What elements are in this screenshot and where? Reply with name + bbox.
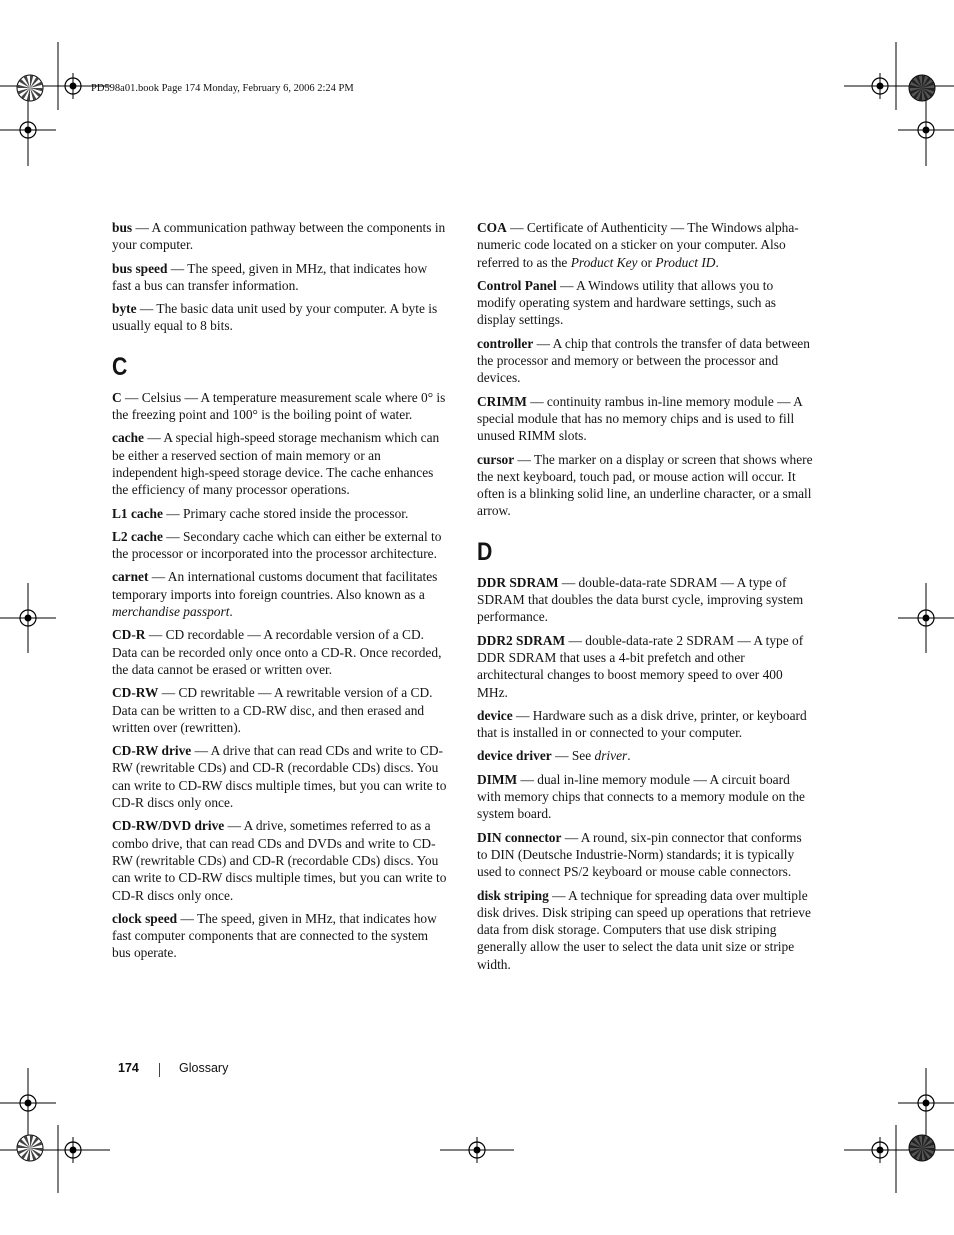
registration-mark: [913, 1090, 939, 1116]
glossary-term: CD-R: [112, 627, 146, 643]
glossary-definition: — A communication pathway between the components in your computer.: [112, 220, 446, 253]
glossary-definition: — Hardware such as a disk drive, printer, or keyboard that is installed in or connected to your computer.: [477, 707, 807, 741]
glossary-definition: — A special high-speed storage mechanism which can be either a reserved section of main memory or an independent high-speed storage device. The cache enhances the efficiency of many processor operations.: [112, 430, 440, 498]
registration-mark: [913, 117, 939, 143]
registration-mark: [867, 73, 893, 99]
glossary-definition: — The speed, given in MHz, that indicates how fast computer components that are connected to the system bus operate.: [112, 910, 437, 961]
glossary-term: CRIMM: [477, 393, 527, 409]
glossary-definition: — The speed, given in MHz, that indicates how fast a bus can transfer information.: [112, 260, 428, 293]
glossary-term: bus speed: [112, 260, 168, 276]
section-heading-c: C: [112, 352, 128, 381]
glossary-definition: — Primary cache stored inside the processor.: [162, 505, 409, 521]
glossary-definition: — double-data-rate 2 SDRAM — A type of DDR SDRAM that uses a 4-bit prefetch and other architectural changes to boost memory speed to over 400 MHz.: [477, 632, 804, 700]
glossary-term: DDR SDRAM: [477, 574, 559, 590]
glossary-term: device driver: [477, 748, 552, 764]
glossary-term: L2 cache: [112, 528, 163, 544]
glossary-term: carnet: [112, 569, 149, 585]
glossary-definition: .: [715, 254, 719, 270]
glossary-definition: — double-data-rate SDRAM — A type of SDRAM that doubles the data burst cycle, improving system performance.: [477, 574, 804, 625]
glossary-term: cursor: [477, 451, 515, 467]
glossary-term: disk striping: [477, 887, 549, 903]
starburst-mark: [17, 75, 43, 101]
glossary-term: COA: [477, 220, 507, 235]
registration-mark: [464, 1137, 490, 1163]
print-header: PD598a01.book Page 174 Monday, February 6, 2006 2:24 PM: [91, 83, 354, 94]
glossary-emphasis: merchandise passport: [112, 604, 230, 620]
glossary-term: CD-RW drive: [112, 743, 192, 759]
section-heading-d: D: [477, 537, 493, 566]
glossary-definition: — Celsius — A temperature measurement scale where 0° is the freezing point and 100° is the boiling point of water.: [112, 389, 446, 423]
glossary-term: controller: [477, 335, 534, 351]
glossary-definition: — The basic data unit used by your computer. A byte is usually equal to 8 bits.: [112, 301, 438, 334]
registration-mark: [867, 1137, 893, 1163]
glossary-term: Control Panel: [477, 277, 557, 293]
footer-section-name: Glossary: [179, 1061, 229, 1075]
glossary-definition: — A round, six-pin connector that conforms to DIN (Deutsche Industrie-Norm) standards; it is typically used to connect PS/2 keyboard or mouse cable connectors.: [477, 829, 802, 880]
glossary-term: cache: [112, 430, 144, 446]
registration-mark: [15, 605, 41, 631]
glossary-term: byte: [112, 301, 137, 317]
glossary-definition: — A technique for spreading data over multiple disk drives. Disk striping can speed up operations that retrieve data from disk storage. Computers that use disk striping generally allow the user to select the data unit size or stripe width.: [477, 887, 811, 972]
glossary-emphasis: Product ID: [655, 254, 716, 270]
glossary-definition: — dual in-line memory module — A circuit board with memory chips that connects to a memory module on the system board.: [477, 771, 805, 822]
glossary-definition: .: [229, 604, 233, 620]
registration-mark: [60, 1137, 86, 1163]
glossary-definition: — Certificate of Authenticity — The Windows alpha-numeric code located on a sticker on your computer. Also referred to as the: [477, 220, 799, 270]
glossary-term: CD-RW: [112, 685, 159, 701]
glossary-definition: — A Windows utility that allows you to modify operating system and hardware settings, such as display settings.: [477, 277, 776, 328]
registration-mark: [15, 117, 41, 143]
glossary-definition: — An international customs document that facilitates temporary imports into foreign countries. Also known as a: [112, 569, 438, 602]
glossary-definition: — See: [551, 748, 595, 764]
glossary-definition: — A drive, sometimes referred to as a combo drive, that can read CDs and DVDs and write to CD-RW (rewritable CDs) and CD-R (recordable CDs) discs. You can write to CD-RW discs multiple times, but you can write to CD-R discs only once.: [112, 818, 447, 903]
glossary-definition: — CD rewritable — A rewritable version of a CD. Data can be written to a CD-RW disc, and then erased and written over (rewritten).: [112, 685, 433, 735]
glossary-term: DIMM: [477, 771, 518, 787]
starburst-mark: [909, 1135, 935, 1161]
page-number: 174: [118, 1061, 139, 1075]
glossary-definition: — continuity rambus in-line memory module — A special module that has no memory chips and is used to fill unused RIMM slots.: [477, 393, 803, 444]
glossary-term: bus: [112, 220, 133, 235]
registration-mark: [15, 1090, 41, 1116]
glossary-emphasis: driver: [594, 748, 628, 764]
glossary-definition: or: [637, 254, 656, 270]
glossary-term: DIN connector: [477, 829, 562, 845]
glossary-term: clock speed: [112, 910, 178, 926]
glossary-term: CD-RW/DVD drive: [112, 818, 225, 834]
glossary-term: DDR2 SDRAM: [477, 632, 566, 648]
glossary-definition: .: [627, 748, 631, 764]
starburst-mark: [17, 1135, 43, 1161]
glossary-definition: — The marker on a display or screen that shows where the next keyboard, touch pad, or mouse action will occur. It often is a blinking solid line, an underline character, or a small arrow.: [477, 451, 813, 519]
glossary-definition: — A chip that controls the transfer of data between the processor and memory or between the processor and devices.: [477, 335, 810, 386]
glossary-definition: — CD recordable — A recordable version of a CD. Data can be recorded only once onto a CD-R. Once recorded, the data cannot be erased or written over.: [112, 627, 442, 677]
glossary-definition: — A drive that can read CDs and write to CD-RW (rewritable CDs) and CD-R (recordable CDs) discs. You can write to CD-RW discs multiple times, but you can write to CD-R discs only once.: [112, 743, 447, 811]
glossary-emphasis: Product Key: [570, 254, 638, 270]
glossary-term: device: [477, 707, 513, 723]
glossary-definition: — Secondary cache which can either be external to the processor or incorporated into the processor architecture.: [112, 528, 442, 562]
glossary-term: C: [112, 389, 122, 405]
glossary-term: L1 cache: [112, 505, 163, 521]
registration-mark: [60, 73, 86, 99]
registration-mark: [913, 605, 939, 631]
starburst-mark: [909, 75, 935, 101]
